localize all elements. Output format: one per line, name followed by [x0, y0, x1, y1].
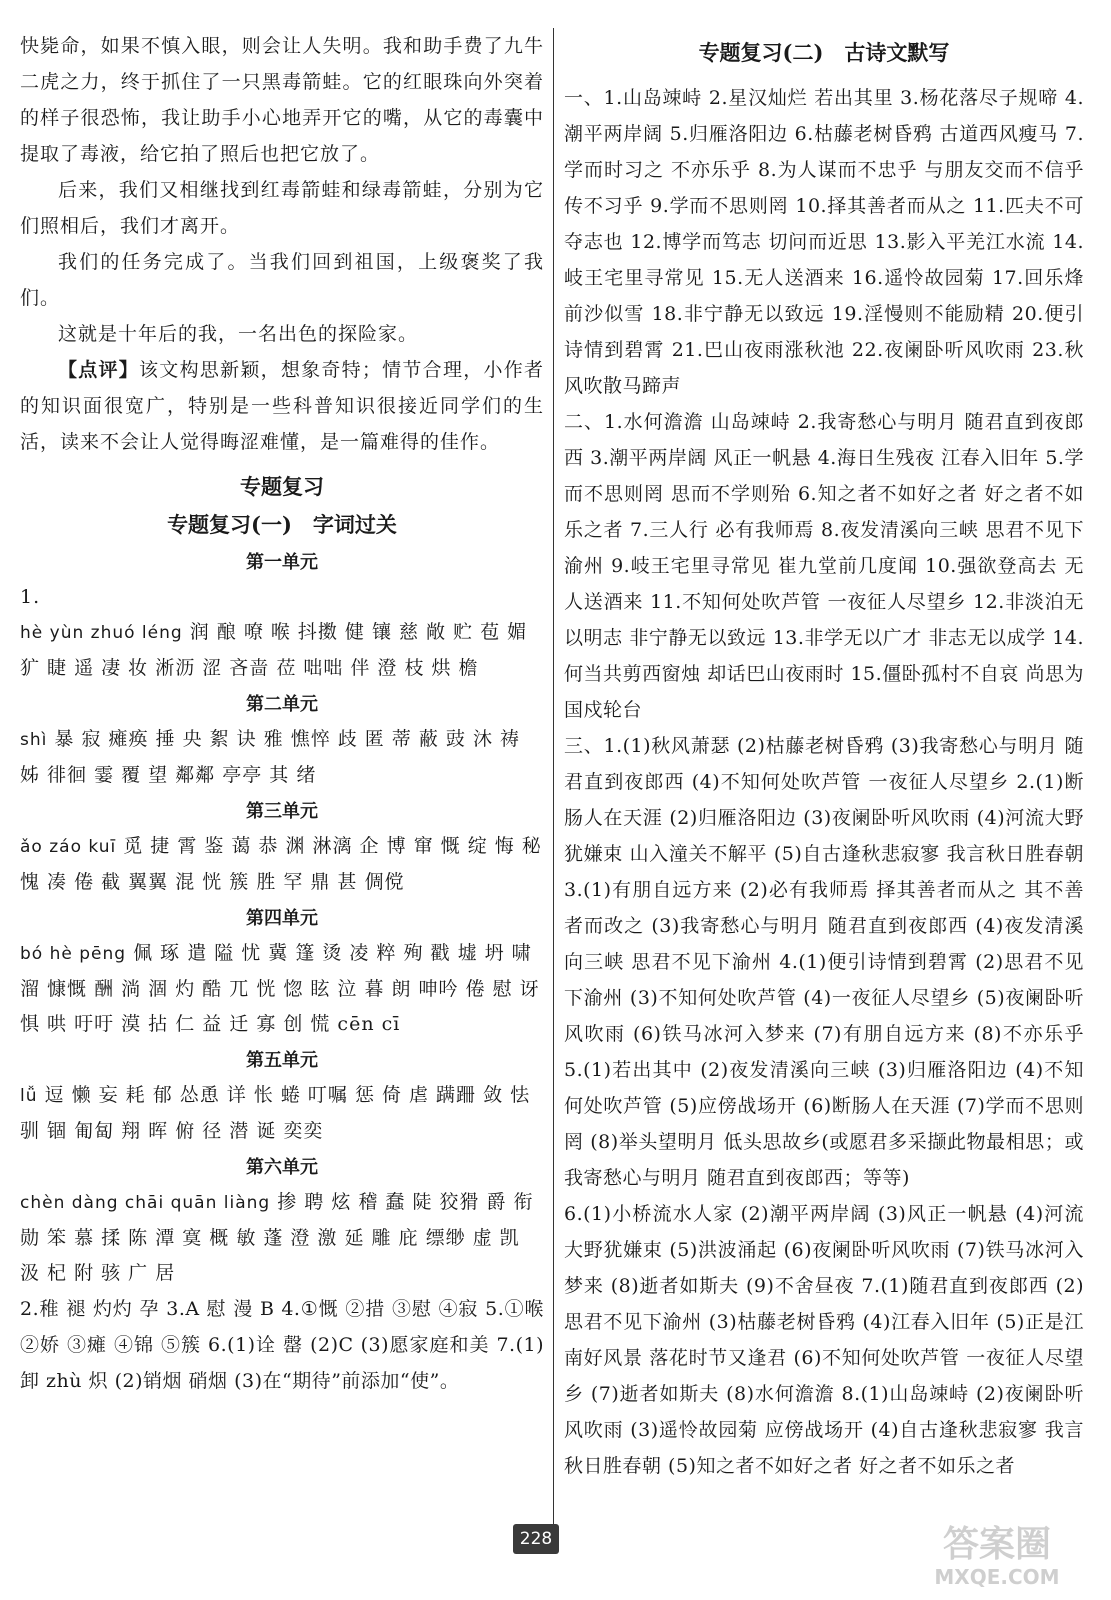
unit-title: 第三单元 [246, 801, 318, 822]
svg-text:答案圈: 答案圈 [942, 1524, 1052, 1565]
unit-chars: 掺 聘 炫 稽 蠢 陡 狡猾 爵 衔 勋 笨 慕 揉 陈 潭 寞 概 敏 蓬 澄 激 延 雕 庇 缥缈 虚 凯 汲 杞 附 骇 广 居 [20, 1191, 534, 1284]
unit-pinyin: lǚ [20, 1086, 38, 1106]
answer-block: 6.(1)小桥流水人家 (2)潮平两岸阔 (3)风正一帆悬 (4)河流大野犹嫌束 (5)洪波涌起 (6)夜阑卧听风吹雨 (7)铁马冰河入梦来 (8)逝者如斯夫 (9)不舍昼夜 7.(1)随君直到夜郎西 (2)思君不见下渝州 (3)枯藤老树昏鸦 (4)江春入旧年 (5)正是江南好风景 落花时节又逢君 (6)不知何处吹芦管 一夜征人尽望乡 (7)逝者如斯夫 (8)水何澹澹 8.(1)山岛竦峙 (2)夜阑卧听风吹雨 (3)遥怜故园菊 应傍战场开 (4)自古逢秋悲寂寥 我言秋日胜春朝 (5)知之者不如好之者 好之者不如乐之者 [564, 1203, 1084, 1477]
unit-pinyin: chèn dàng chāi quān liàng [20, 1193, 271, 1213]
unit-chars: 暴 寂 瘫痪 捶 央 絮 诀 雅 憔悴 歧 匿 蒂 蔽 豉 沐 祷 姊 徘徊 霎 覆 望 鄰鄰 亭亭 其 绪 [20, 728, 521, 786]
unit-pinyin: hè yùn zhuó léng [20, 623, 183, 643]
page-number: 228 [513, 1524, 559, 1554]
answer-block: 一、1.山岛竦峙 2.星汉灿烂 若出其里 3.杨花落尽子规啼 4.潮平两岸阔 5.归雁洛阳边 6.枯藤老树昏鸦 古道西风瘦马 7.学而时习之 不亦乐乎 8.为人谋而不忠乎 与朋友交而不信乎 传不习乎 9.学而不思则罔 10.择其善者而从之 11.匹夫不可夺志也 12.博学而笃志 切问而近思 13.影入平羌江水流 14.岐王宅里寻常见 15.无人送酒来 16.遥怜故园菊 17.回乐烽前沙似雪 18.非宁静无以致远 19.淫慢则不能励精 20.便引诗情到碧霄 21.巴山夜雨涨秋池 22.夜阑卧听风吹雨 23.秋风吹散马蹄声 [564, 87, 1084, 397]
unit-block [20, 1151, 544, 1291]
unit-title: 第二单元 [246, 694, 318, 715]
svg-text:MXQE.COM: MXQE.COM [934, 1565, 1060, 1589]
unit-pinyin: ǎo záo kuī [20, 837, 117, 857]
unit-words [20, 1078, 544, 1149]
unit-words [20, 580, 544, 686]
story-paragraph: 后来，我们又相继找到红毒箭蛙和绿毒箭蛙，分别为它们照相后，我们才离开。 [20, 179, 544, 237]
section-title: 专题复习 [240, 474, 324, 499]
answer-block: 三、1.(1)秋风萧瑟 (2)枯藤老树昏鸦 (3)我寄愁心与明月 随君直到夜郎西 (4)不知何处吹芦管 一夜征人尽望乡 2.(1)断肠人在天涯 (2)归雁洛阳边 (3)夜阑卧听风吹雨 (4)河流大野犹嫌束 山入潼关不解平 (5)自古逢秋悲寂寥 我言秋日胜春朝 3.(1)有朋自远方来 (2)必有我师焉 择其善者而从之 其不善者而改之 (3)我寄愁心与明月 随君直到夜郎西 (4)夜发清溪向三峡 思君不见下渝州 4.(1)便引诗情到碧霄 (2)思君不见下渝州 (3)不知何处吹芦管 (4)一夜征人尽望乡 (5)夜阑卧听风吹雨 (6)铁马冰河入梦来 (7)有朋自远方来 (8)不亦乐乎 5.(1)若出其中 (2)夜发清溪向三峡 (3)归雁洛阳边 (4)不知何处吹芦管 (5)应傍战场开 (6)断肠人在天涯 (7)学而不思则罔 (8)举头望明月 低头思故乡(或愿君多采撷此物最相思；或我寄愁心与明月 随君直到夜郎西；等等) [564, 735, 1084, 1189]
subsection-title: 专题复习(二) 古诗文默写 [698, 40, 950, 65]
question-label: 1. [20, 586, 41, 608]
story-paragraph: 这就是十年后的我，一名出色的探险家。 [58, 323, 419, 345]
left-column [20, 28, 544, 1538]
unit-block [20, 1044, 544, 1149]
subsection-title: 专题复习(一) 字词过关 [167, 512, 397, 537]
comment-tag: 【点评】 [58, 359, 140, 381]
unit-pinyin: shì [20, 730, 48, 750]
unit-block [20, 795, 544, 900]
answer-block: 二、1.水何澹澹 山岛竦峙 2.我寄愁心与明月 随君直到夜郎西 3.潮平两岸阔 风正一帆悬 4.海日生残夜 江春入旧年 5.学而不思则罔 思而不学则殆 6.知之者不如好之者 好之者不如乐之者 7.三人行 必有我师焉 8.夜发清溪向三峡 思君不见下渝州 9.岐王宅里寻常见 崔九堂前几度闻 10.强欲登高去 无人送酒来 11.不知何处吹芦管 一夜征人尽望乡 12.非淡泊无以明志 非宁静无以致远 13.非学无以广才 非志无以成学 14.何当共剪西窗烛 却话巴山夜雨时 15.僵卧孤村不自哀 尚思为国戍轮台 [564, 411, 1084, 721]
comment-paragraph [20, 352, 544, 460]
unit-block [20, 688, 544, 793]
unit-title: 第六单元 [246, 1157, 318, 1178]
unit-title: 第五单元 [246, 1050, 318, 1071]
unit-title: 第四单元 [246, 908, 318, 929]
tail-answers: 2.稚 褪 灼灼 孕 3.A 慰 漫 B 4.①慨 ②措 ③慰 ④寂 5.①喉 ②娇 ③瘫 ④锦 ⑤簇 6.(1)诠 罄 (2)C (3)愿家庭和美 7.(1)卸 zhù 炽 (2)销烟 硝烟 (3)在“期待”前添加“使”。 [20, 1298, 544, 1392]
unit-chars: 润 酿 嘹 喉 抖擞 健 镶 慈 敞 贮 苞 媚 犷 睫 遥 凄 妆 淅沥 涩 吝啬 莅 咄咄 伴 澄 枝 烘 檐 [20, 621, 528, 679]
unit-title: 第一单元 [246, 552, 318, 573]
watermark-logo [897, 1516, 1097, 1592]
right-column [564, 28, 1084, 1538]
unit-words [20, 1185, 544, 1291]
unit-chars: 觅 捷 霄 鉴 蔼 恭 渊 淋漓 企 博 窜 慨 绽 悔 秘 愧 凑 倦 截 翼翼 混 恍 簇 胜 罕 鼎 甚 倜傥 [20, 835, 542, 893]
unit-chars: 逗 懒 妄 耗 郁 怂恿 详 怅 蜷 叮嘱 惩 倚 虐 蹒跚 敛 怯 驯 锢 匍匐 翔 晖 俯 径 潜 诞 奕奕 [20, 1084, 531, 1142]
unit-pinyin: bó hè pēng [20, 944, 127, 964]
unit-words [20, 829, 544, 900]
unit-words [20, 722, 544, 793]
unit-words [20, 936, 544, 1042]
comment-text: 该文构思新颖，想象奇特；情节合理，小作者的知识面很宽广，特别是一些科普知识很接近同学们的生活，读来不会让人觉得晦涩难懂，是一篇难得的佳作。 [20, 359, 544, 453]
story-paragraph: 快毙命，如果不慎入眼，则会让人失明。我和助手费了九牛二虎之力，终于抓住了一只黑毒箭蛙。它的红眼珠向外突着的样子很恐怖，我让助手小心地弄开它的嘴，从它的毒囊中提取了毒液，给它拍了照后也把它放了。 [20, 35, 544, 165]
story-paragraph: 我们的任务完成了。当我们回到祖国，上级褒奖了我们。 [20, 251, 544, 309]
unit-block [20, 902, 544, 1042]
column-divider [553, 28, 554, 1538]
unit-block [20, 546, 544, 686]
unit-chars: 佩 琢 遣 隘 忧 冀 篷 烫 凌 粹 殉 戳 墟 坍 啸 溜 慷慨 酬 淌 涸 灼 酷 兀 恍 惚 眩 泣 暮 朗 呻吟 倦 慰 讶 惧 哄 吁吁 漠 拈 仁 益 迁 寡 创 慌 cēn cī [20, 942, 540, 1035]
